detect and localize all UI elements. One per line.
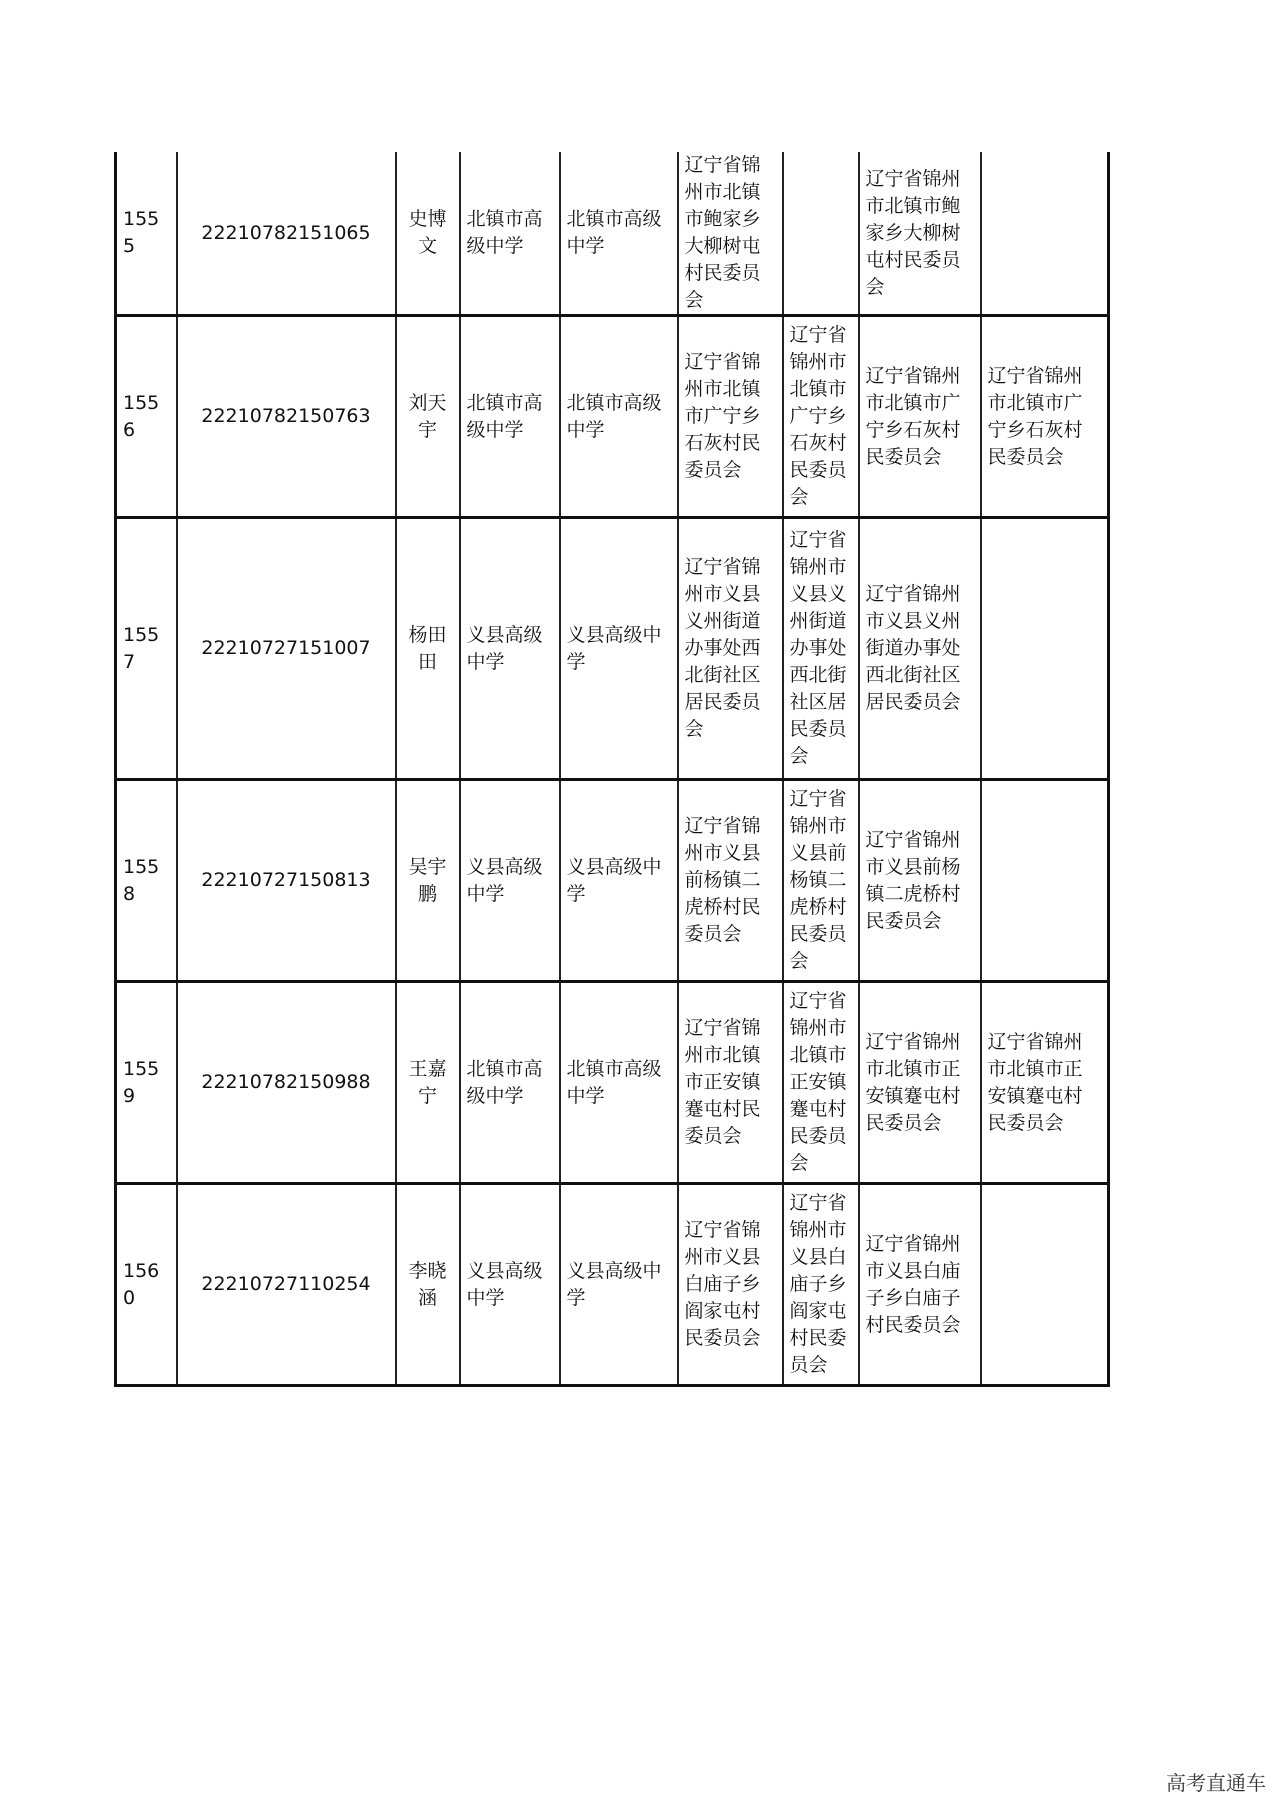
watermark-text: 高考直通车 [1166,1771,1266,1795]
address-cell: 辽宁省锦州市北镇市正安镇蹇屯村民委员会 [981,982,1109,1184]
school-cell: 北镇市高级中学 [460,152,560,316]
table-row [116,780,1109,982]
name-cell: 吴宇鹏 [396,780,460,982]
exam-id-cell: 22210782151065 [177,152,396,316]
address-cell: 辽宁省锦州市北镇市广宁乡石灰村民委员会 [783,316,859,518]
address-cell: 辽宁省锦州市义县义州街道办事处西北街社区居民委员会 [859,518,981,780]
address-cell: 辽宁省锦州市义县白庙子乡阎家屯村民委员会 [783,1184,859,1386]
seq-cell: 1559 [116,982,177,1184]
address-cell: 辽宁省锦州市义县义州街道办事处西北街社区居民委员会 [783,518,859,780]
table-row [116,982,1109,1184]
address-cell: 辽宁省锦州市义县白庙子乡白庙子村民委员会 [859,1184,981,1386]
address-cell: 辽宁省锦州市义县白庙子乡阎家屯村民委员会 [678,1184,783,1386]
address-cell: 辽宁省锦州市义县前杨镇二虎桥村民委员会 [678,780,783,982]
address-cell: 辽宁省锦州市北镇市正安镇蹇屯村民委员会 [859,982,981,1184]
name-cell: 史博文 [396,152,460,316]
address-cell [783,152,859,316]
school-cell: 义县高级中学 [560,1184,678,1386]
school-cell: 北镇市高级中学 [460,982,560,1184]
address-cell: 辽宁省锦州市北镇市鲍家乡大柳树屯村民委员会 [678,152,783,316]
address-cell: 辽宁省锦州市北镇市鲍家乡大柳树屯村民委员会 [859,152,981,316]
exam-id-cell: 22210782150763 [177,316,396,518]
name-cell: 李晓涵 [396,1184,460,1386]
table-row [116,316,1109,518]
school-cell: 义县高级中学 [460,518,560,780]
name-cell: 刘天宇 [396,316,460,518]
seq-cell: 1558 [116,780,177,982]
address-cell: 辽宁省锦州市北镇市广宁乡石灰村民委员会 [981,316,1109,518]
school-cell: 义县高级中学 [560,780,678,982]
address-cell [981,518,1109,780]
school-cell: 北镇市高级中学 [460,316,560,518]
address-cell: 辽宁省锦州市北镇市广宁乡石灰村民委员会 [678,316,783,518]
school-cell: 义县高级中学 [560,518,678,780]
address-cell: 辽宁省锦州市义县义州街道办事处西北街社区居民委员会 [678,518,783,780]
address-cell: 辽宁省锦州市义县前杨镇二虎桥村民委员会 [859,780,981,982]
student-table [114,152,1110,1387]
address-cell: 辽宁省锦州市北镇市正安镇蹇屯村民委员会 [678,982,783,1184]
address-cell [981,152,1109,316]
seq-cell: 1556 [116,316,177,518]
seq-cell: 1555 [116,152,177,316]
table-row [116,518,1109,780]
address-cell [981,1184,1109,1386]
seq-cell: 1557 [116,518,177,780]
school-cell: 北镇市高级中学 [560,316,678,518]
address-cell: 辽宁省锦州市北镇市正安镇蹇屯村民委员会 [783,982,859,1184]
address-cell: 辽宁省锦州市北镇市广宁乡石灰村民委员会 [859,316,981,518]
seq-cell: 1560 [116,1184,177,1386]
name-cell: 杨田田 [396,518,460,780]
table-row [116,152,1109,316]
exam-id-cell: 22210782150988 [177,982,396,1184]
school-cell: 义县高级中学 [460,780,560,982]
name-cell: 王嘉宁 [396,982,460,1184]
table-row [116,1184,1109,1386]
exam-id-cell: 22210727150813 [177,780,396,982]
school-cell: 义县高级中学 [460,1184,560,1386]
address-cell: 辽宁省锦州市义县前杨镇二虎桥村民委员会 [783,780,859,982]
exam-id-cell: 22210727151007 [177,518,396,780]
school-cell: 北镇市高级中学 [560,982,678,1184]
exam-id-cell: 22210727110254 [177,1184,396,1386]
address-cell [981,780,1109,982]
school-cell: 北镇市高级中学 [560,152,678,316]
